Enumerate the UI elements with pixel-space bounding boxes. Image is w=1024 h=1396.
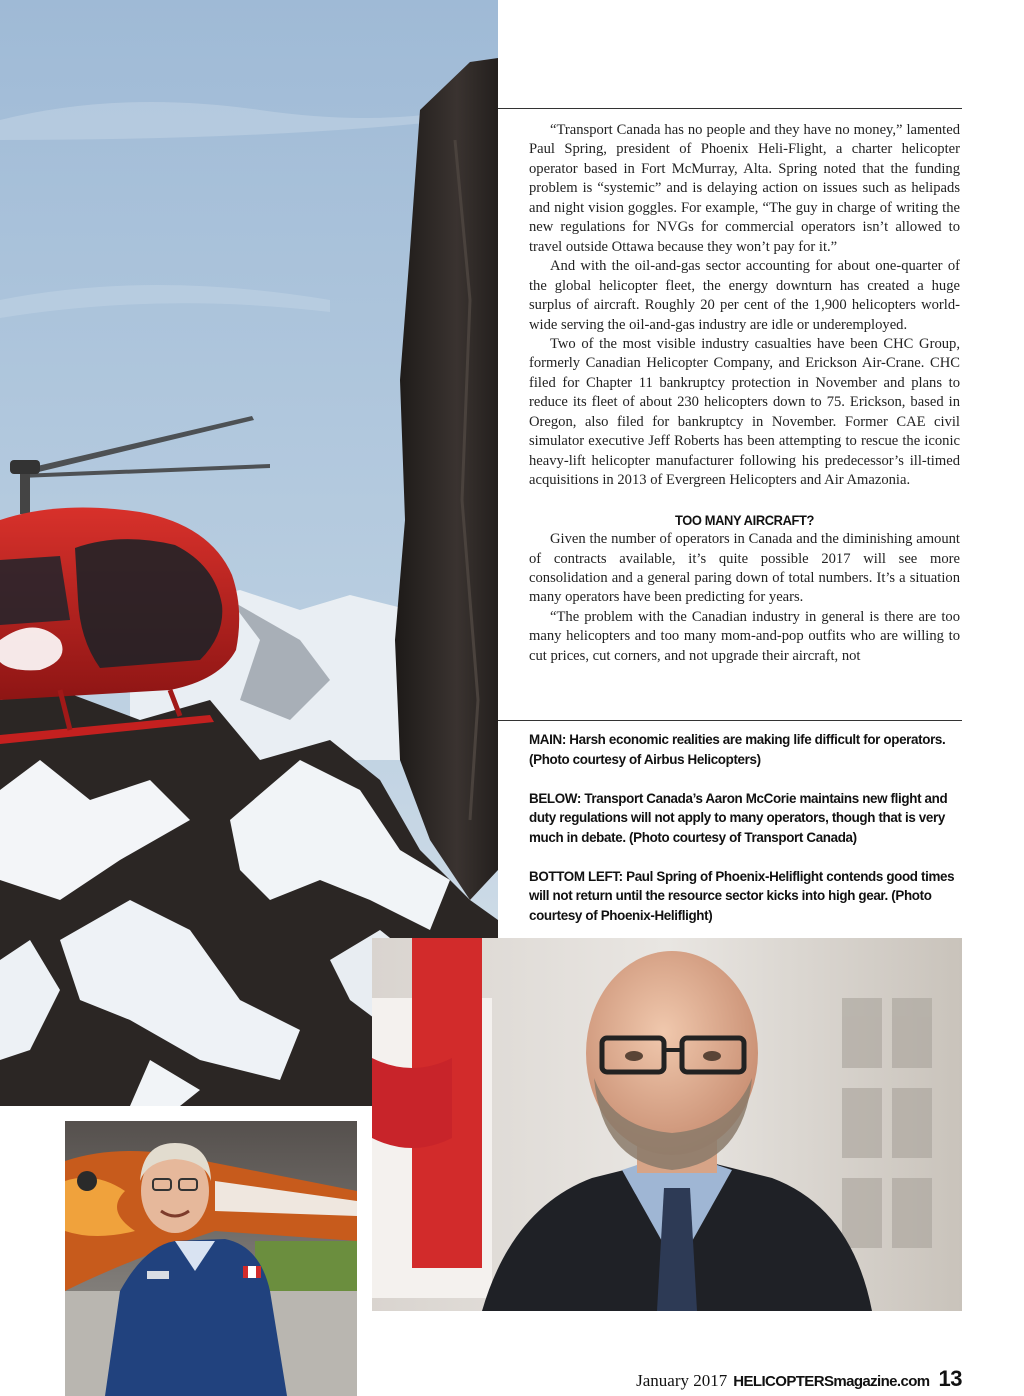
article-paragraph: Two of the most visible industry casualties have been CHC Group, formerly Canadian Helicopter Company, and Erickson Air-Crane. CHC filed for Chapter 11 bankruptcy protection in November and plans to reduce its fleet of about 230 helicopters down to 75. Erickson, based in Oregon, also filed for bankruptcy in November. Former CAE civil simulator executive Jeff Roberts has been attempting to rescue the iconic heavy-lift helicopter manufacturer following his predecessor’s ill-timed acquisitions in 2013 of Evergreen Helicopters and Air Amazonia. — [529, 335, 960, 489]
article-paragraph: “Transport Canada has no people and they have no money,” lamented Paul Spring, president of Phoenix Heli-Flight, a charter helicopter operator based in Fort McMurray, Alta. Spring noted that the funding problem is “systemic” and is delaying action on issues such as helipads and night vision goggles. For example, “The guy in charge of writing the new regulations for NVGs for commercial operators isn’t allowed to travel outside Ottawa because they won’t pay for it.” — [529, 122, 960, 255]
caption-bottom-left: BOTTOM LEFT: Paul Spring of Phoenix-Heliflight contends good times will not return until the resource sector kicks into high gear. (Photo courtesy of Phoenix-Heliflight) — [529, 868, 955, 923]
caption-below: BELOW: Transport Canada’s Aaron McCorie maintains new flight and duty regulations will not apply to many operators, though that is very much in debate. (Photo courtesy of Transport Canada) — [529, 790, 948, 845]
caption-rule — [498, 720, 962, 721]
article-paragraph: And with the oil-and-gas sector accounting for about one-quarter of the global helicopter fleet, the energy downturn has created a huge surplus of aircraft. Roughly 20 per cent of the 1,900 helicopters world-wide serving the oil-and-gas industry are idle or underemployed. — [529, 258, 960, 333]
magazine-website[interactable]: HELICOPTERSmagazine.com — [733, 1373, 930, 1390]
photo-captions — [529, 730, 969, 945]
page-footer — [636, 1366, 962, 1392]
caption-main: MAIN: Harsh economic realities are making life difficult for operators. (Photo courtesy of Airbus Helicopters) — [529, 732, 946, 767]
photo-aaron-mccorie — [372, 938, 962, 1311]
top-rule — [498, 108, 962, 109]
article-body — [529, 121, 960, 666]
page-number: 13 — [938, 1366, 962, 1391]
photo-paul-spring — [65, 1121, 357, 1396]
section-subhead: TOO MANY AIRCRAFT? — [674, 511, 815, 528]
issue-date: January 2017 — [636, 1371, 728, 1390]
article-paragraph: “The problem with the Canadian industry in general is there are too many helicopters and too many mom-and-pop outfits who are willing to cut prices, cut corners, and not upgrade their aircraft, not — [529, 608, 960, 664]
article-paragraph: Given the number of operators in Canada and the diminishing amount of contracts available, it’s quite possible 2017 will see more consolidation and a general paring down of total numbers. It’s a situation many operators have been predicting for years. — [529, 531, 960, 606]
